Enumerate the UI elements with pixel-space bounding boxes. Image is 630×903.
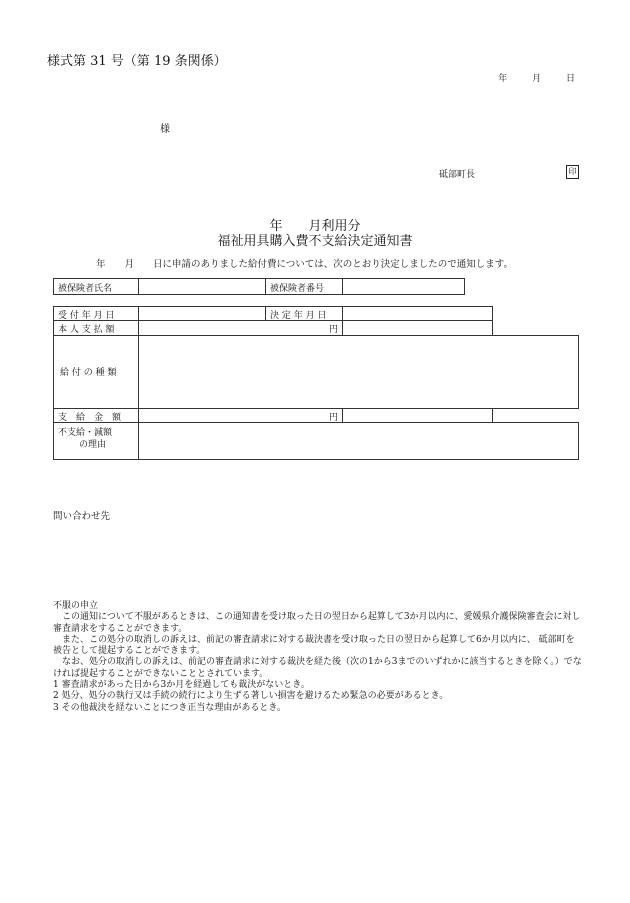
payment-yen: 円 [329, 413, 339, 423]
receipt-date-label: 受 付 年 月 日 [58, 311, 115, 321]
benefit-type-label: 給 付 の 種 類 [60, 368, 117, 378]
appeal-notice [53, 601, 583, 714]
receipt-date-field[interactable] [138, 306, 266, 321]
notice-item-1: 1 審査請求があった日から3か月を経過しても裁決がないとき。 [53, 680, 310, 691]
insured-name-field[interactable] [138, 278, 266, 295]
decision-date-label: 決 定 年 月 日 [270, 311, 327, 321]
notice-heading: 不服の申立 [53, 601, 99, 611]
self-pay-label: 本 人 支 払 額 [58, 325, 115, 335]
issue-date: 年 月 日 [498, 74, 575, 84]
title-period: 年 月利用分 [269, 219, 361, 234]
self-pay-yen: 円 [329, 325, 339, 335]
self-pay-field[interactable] [138, 320, 343, 336]
intro-text: 年 月 日に申請のありました給付費については、次のとおり決定しましたので通知します。 [96, 259, 514, 270]
issuer-name: 砥部町長 [439, 170, 476, 180]
notice-paragraph-2: また、この処分の取消しの訴えは、前記の審査請求に対する裁決書を受け取った日の翌日から起算して6か月以内に、 砥部町を被告として提起することができます。 [53, 634, 575, 657]
notice-item-3: 3 その他裁決を経ないことにつき正当な理由があるとき。 [53, 702, 287, 713]
addressee-suffix: 様 [160, 124, 170, 135]
insured-number-label: 被保険者番号 [270, 284, 325, 294]
insured-name-label: 被保険者氏名 [58, 284, 113, 294]
payment-field[interactable] [138, 408, 343, 423]
notice-paragraph-3: なお、処分の取消しの訴えは、前記の審査請求に対する裁決を経た後（次の1から3までのいずれかに該当するときを除く。）でなければ提起することができないこととされています。 [53, 657, 582, 679]
contact-label: 問い合わせ先 [53, 511, 111, 522]
payment-label: 支 給 金 額 [58, 413, 122, 423]
form-number: 様式第 31 号（第 19 条関係） [47, 54, 227, 69]
reason-label-line2: の理由 [79, 440, 107, 450]
notice-paragraph-1: この通知について不服があるときは、この通知書を受け取った日の翌日から起算して3か月以内に、愛媛県介護保険審査会に対し審査請求をすることができます。 [53, 612, 581, 634]
reason-label-line1: 不支給・減額 [58, 428, 113, 438]
seal-stamp: 印 [566, 165, 579, 179]
notice-item-2: 2 処分、処分の執行又は手続の続行により生ずる著しい損害を避けるため緊急の必要があるとき。 [53, 691, 449, 702]
page-title: 福祉用具購入費不支給決定通知書 [217, 234, 413, 249]
